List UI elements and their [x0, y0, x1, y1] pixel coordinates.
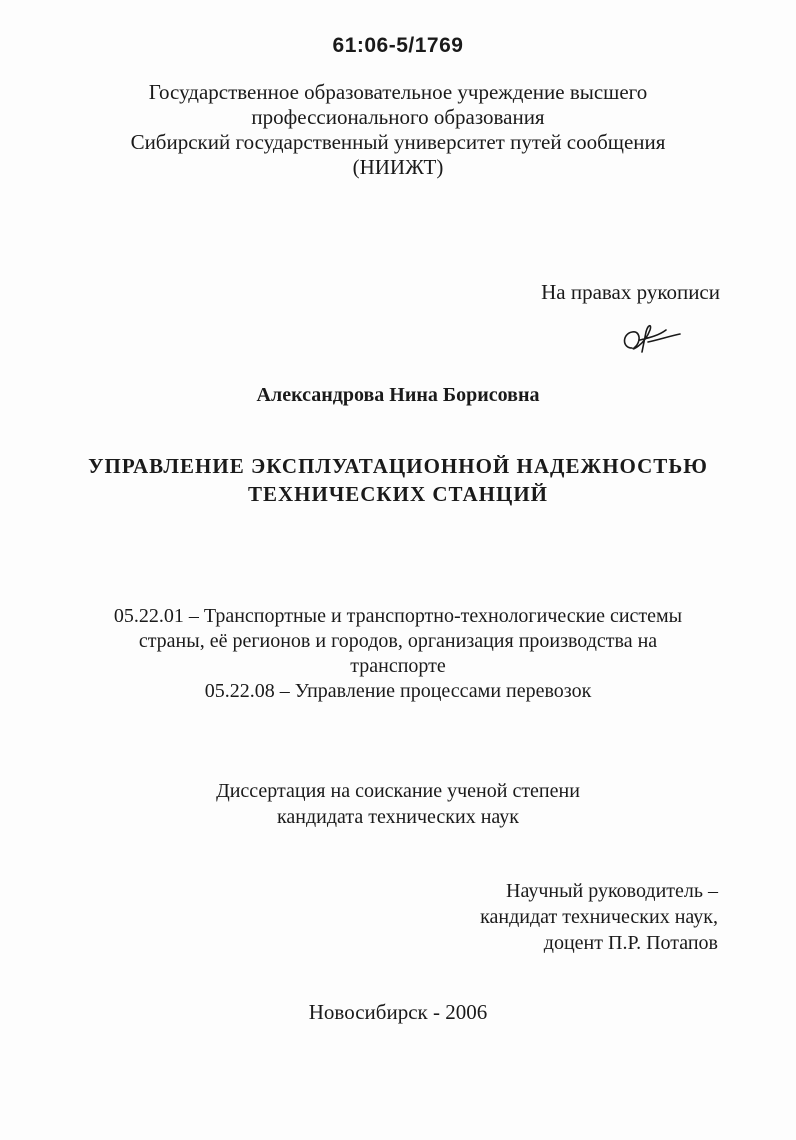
supervisor-line: доцент П.Р. Потапов	[543, 932, 718, 954]
title-line: ТЕХНИЧЕСКИХ СТАНЦИЙ	[247, 482, 549, 506]
organization-line: Сибирский государственный университет путей сообщения	[130, 130, 666, 154]
degree-line: кандидата технических наук	[276, 806, 520, 828]
supervisor-block	[480, 878, 718, 956]
degree-statement	[0, 778, 796, 830]
organization-header	[0, 80, 796, 180]
organization-line: Государственное образовательное учреждение высшего	[148, 80, 648, 104]
organization-line: (НИИЖТ)	[352, 155, 444, 179]
supervisor-line: Научный руководитель –	[506, 880, 718, 902]
author-name: Александрова Нина Борисовна	[256, 384, 540, 406]
specialty-codes	[0, 604, 796, 704]
organization-line: профессионального образования	[251, 105, 545, 129]
manuscript-note: На правах рукописи	[541, 280, 720, 304]
dissertation-title	[0, 452, 796, 508]
specialty-line: 05.22.08 – Управление процессами перевозок	[204, 680, 592, 702]
specialty-line: транспорте	[350, 655, 446, 677]
title-line: УПРАВЛЕНИЕ ЭКСПЛУАТАЦИОННОЙ НАДЕЖНОСТЬЮ	[88, 454, 708, 478]
supervisor-line: кандидат технических наук,	[480, 906, 718, 928]
catalog-stamp: 61:06-5/1769	[332, 34, 464, 57]
specialty-line: 05.22.01 – Транспортные и транспортно-технологические системы	[113, 605, 683, 627]
signature-icon	[618, 318, 688, 358]
specialty-line: страны, её регионов и городов, организация производства на	[138, 630, 658, 652]
degree-line: Диссертация на соискание ученой степени	[216, 780, 580, 802]
city-year: Новосибирск - 2006	[308, 1000, 488, 1024]
